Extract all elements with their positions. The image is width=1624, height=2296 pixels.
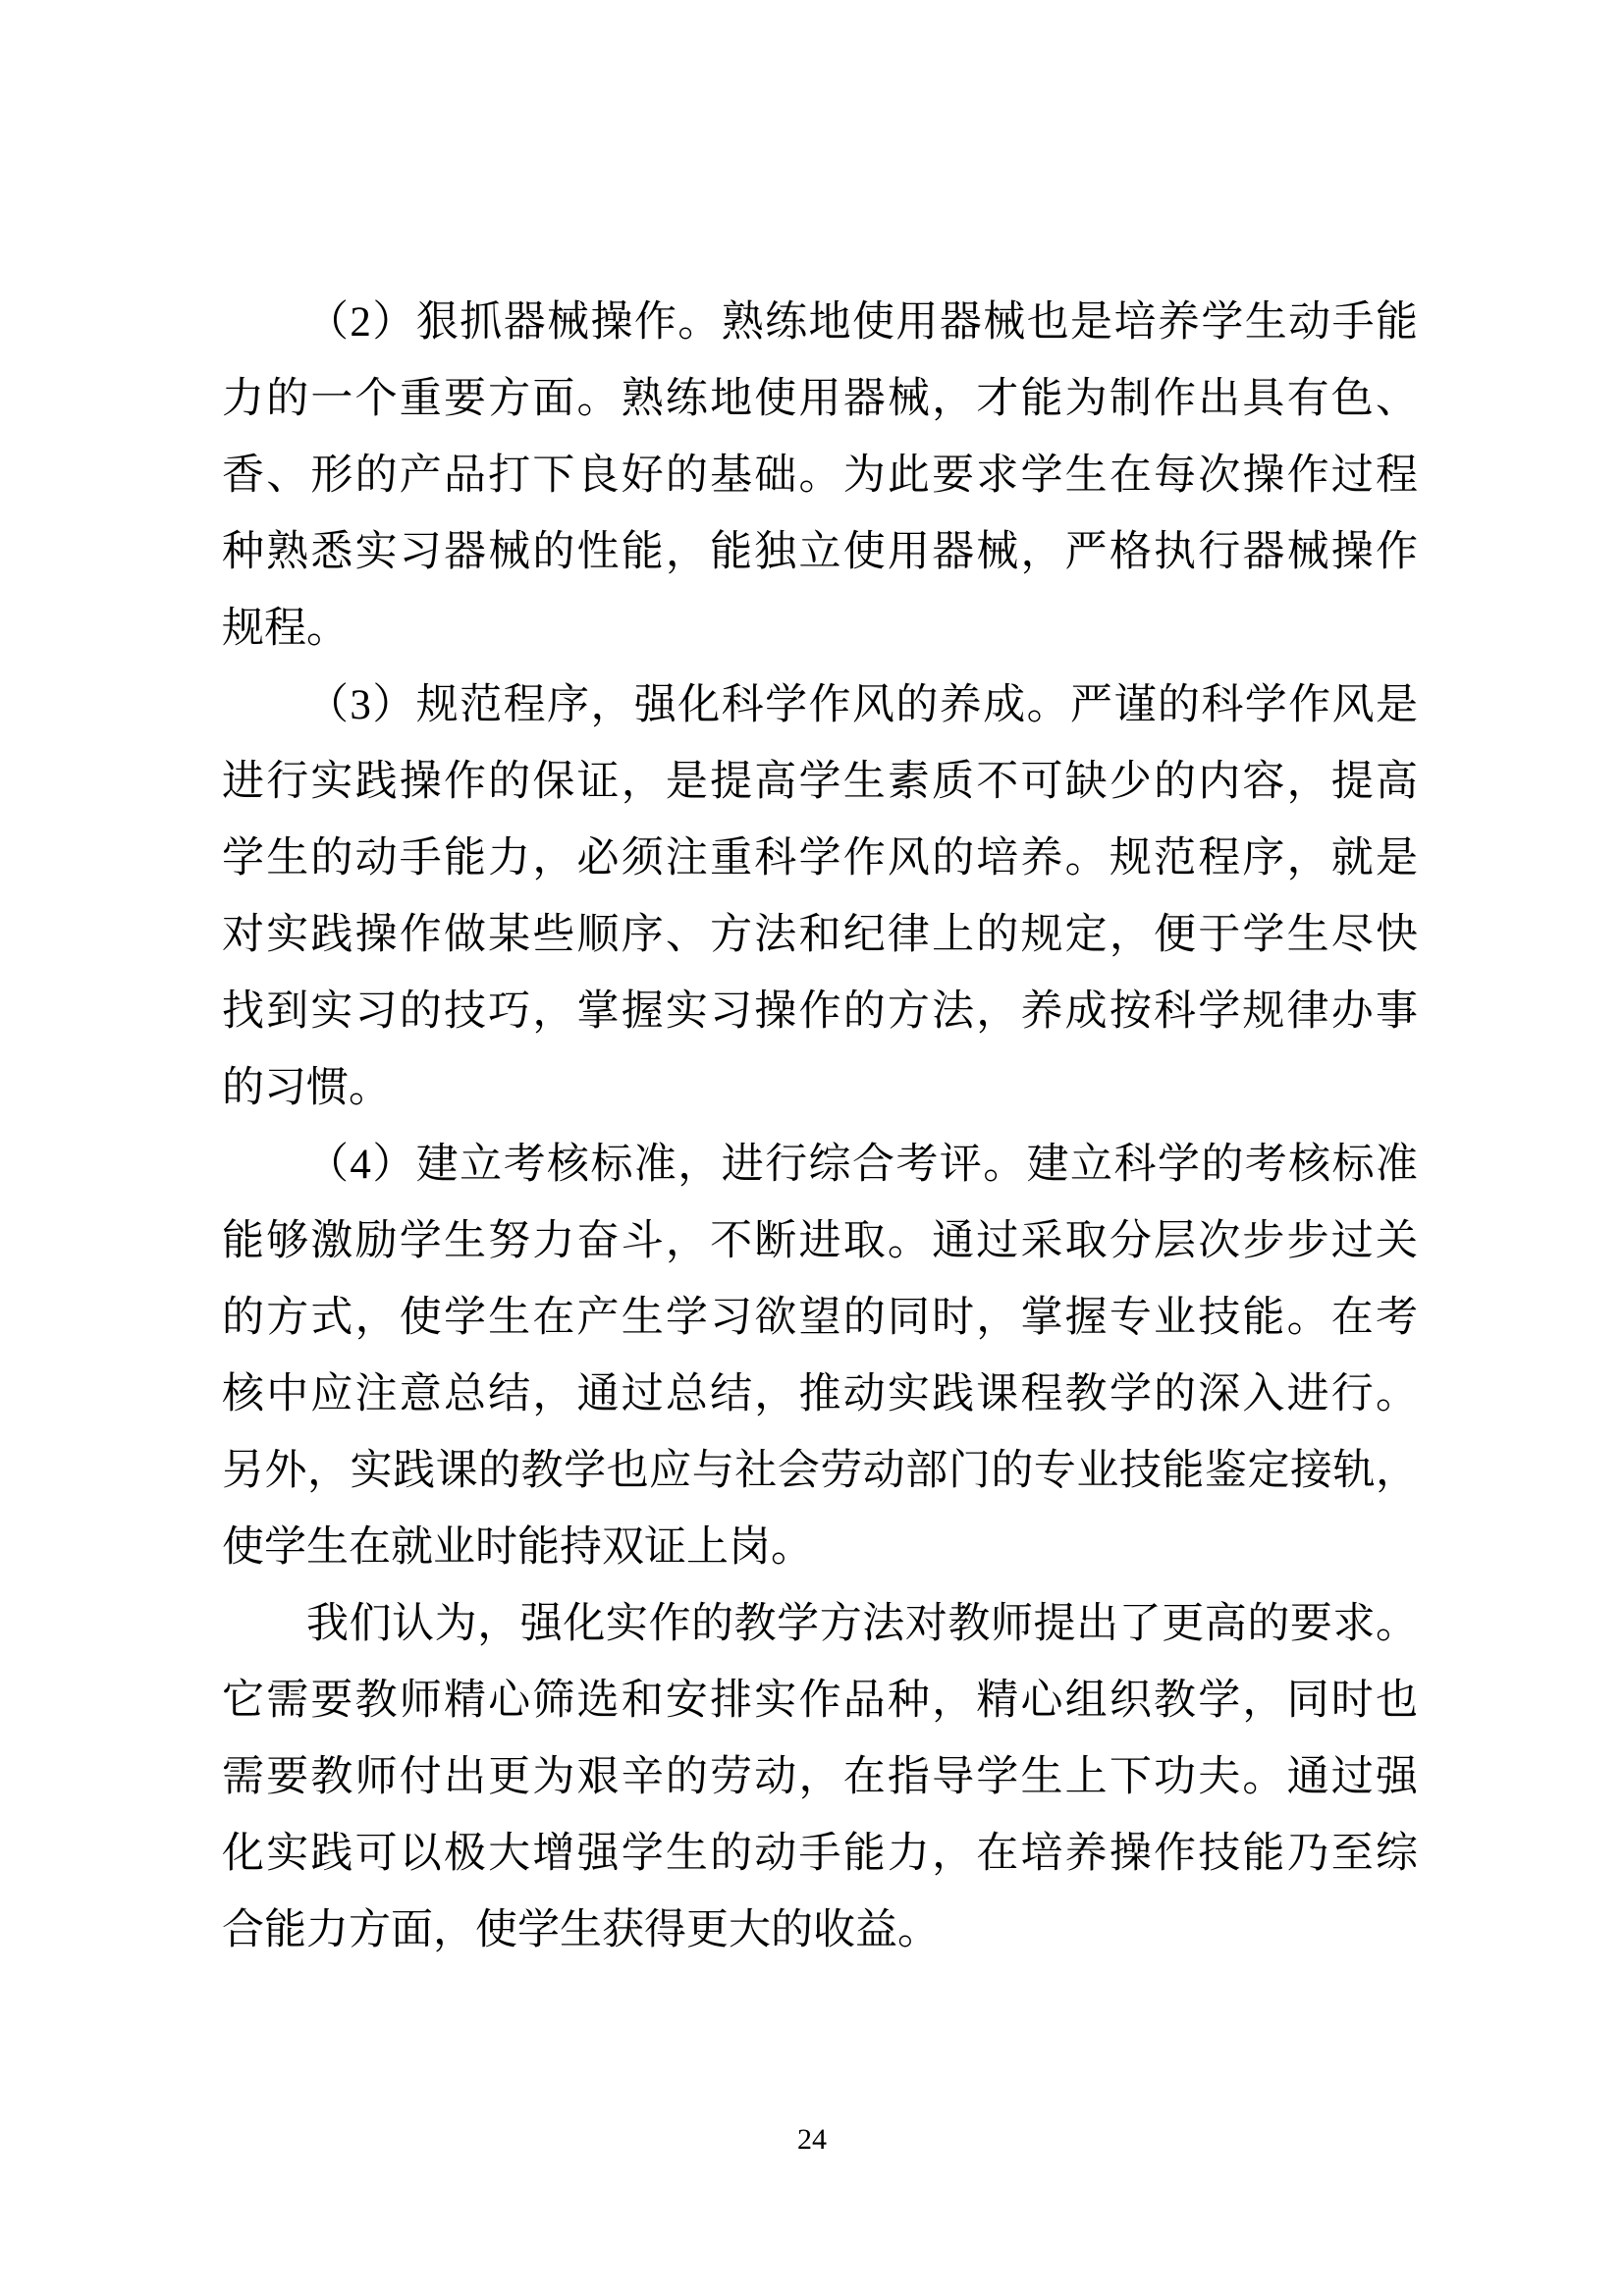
text-line: 能够激励学生努力奋斗，不断进取。通过采取分层次步步过关 [222,1218,1418,1264]
paragraph [222,667,1418,1127]
text-line: 需要教师付出更为艰辛的劳动，在指导学生上下功夫。通过强 [222,1754,1418,1800]
document-body [222,285,1418,1969]
text-line: 我们认为，强化实作的教学方法对教师提出了更高的要求。 [306,1601,1418,1647]
text-line: （4）建立考核标准，进行综合考评。建立科学的考核标准 [306,1142,1418,1188]
text-line: 香、形的产品打下良好的基础。为此要求学生在每次操作过程 [222,453,1418,499]
text-line: 使学生在就业时能持双证上岗。 [222,1524,813,1571]
text-line: 的方式，使学生在产生学习欲望的同时，掌握专业技能。在考 [222,1295,1418,1341]
text-line: 进行实践操作的保证，是提高学生素质不可缺少的内容，提高 [222,759,1418,805]
page-number: 24 [797,2123,827,2156]
paragraph [222,1127,1418,1586]
text-line: 核中应注意总结，通过总结，推动实践课程教学的深入进行。 [222,1371,1418,1417]
text-line: 规程。 [222,606,349,652]
text-line: 化实践可以极大增强学生的动手能力，在培养操作技能乃至综 [222,1831,1418,1877]
text-line: 它需要教师精心筛选和安排实作品种，精心组织教学，同时也 [222,1678,1418,1724]
text-line: （2）狠抓器械操作。熟练地使用器械也是培养学生动手能 [306,299,1418,346]
paragraph [222,1586,1418,1969]
text-line: 找到实习的技巧，掌握实习操作的方法，养成按科学规律办事 [222,988,1418,1035]
text-line: 另外，实践课的教学也应与社会劳动部门的专业技能鉴定接轨， [222,1448,1418,1494]
paragraph [222,285,1418,667]
text-line: 的习惯。 [222,1065,391,1111]
text-line: 对实践操作做某些顺序、方法和纪律上的规定，便于学生尽快 [222,912,1418,958]
text-line: 力的一个重要方面。熟练地使用器械，才能为制作出具有色、 [222,376,1418,422]
text-line: （3）规范程序，强化科学作风的养成。严谨的科学作风是 [306,682,1418,728]
text-line: 学生的动手能力，必须注重科学作风的培养。规范程序，就是 [222,835,1418,881]
text-line: 合能力方面，使学生获得更大的收益。 [222,1907,940,1953]
text-line: 种熟悉实习器械的性能，能独立使用器械，严格执行器械操作 [222,529,1418,575]
